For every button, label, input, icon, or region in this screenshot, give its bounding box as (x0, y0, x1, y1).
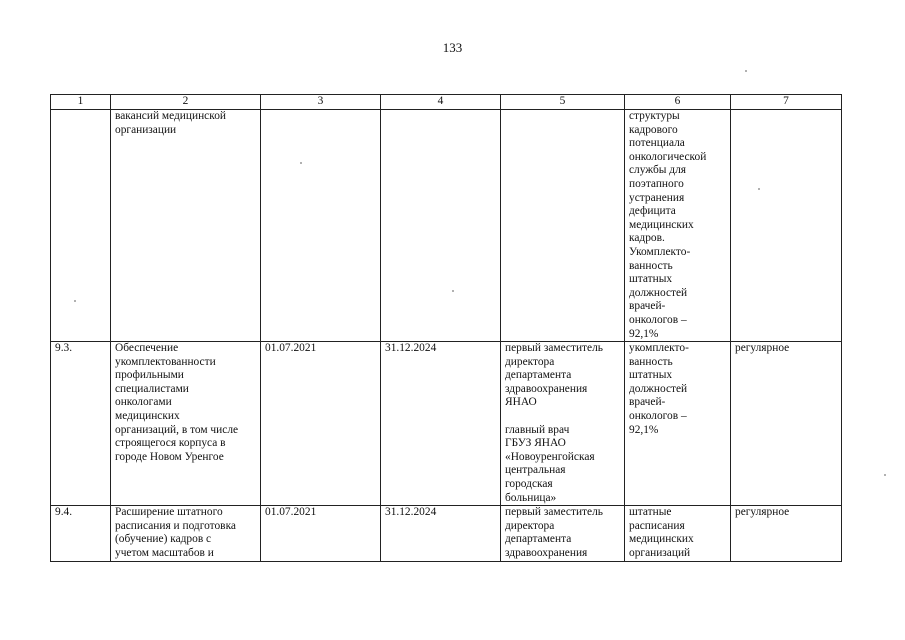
measure-line: организаций, в том числе (115, 423, 239, 436)
responsible-line: здравоохранения (505, 382, 588, 395)
measure-line: (обучение) кадров с (115, 533, 212, 546)
col-header-3: 3 (261, 95, 381, 110)
measure-line: вакансий медицинской (115, 110, 226, 122)
scan-speck (745, 70, 747, 72)
indicator-line: службы для (629, 164, 687, 177)
indicator-cell (625, 342, 731, 506)
indicator-line: ванность (629, 259, 673, 272)
responsible-line: первый заместитель (505, 342, 603, 355)
measure-line: городе Новом Уренгое (115, 450, 224, 463)
indicator-line: кадров. (629, 232, 665, 245)
indicator-line: штатных (629, 369, 673, 382)
indicator-line: онкологов – (629, 313, 687, 326)
indicator-line: врачей- (629, 396, 666, 409)
page-number: 133 (442, 40, 463, 55)
indicator-line: дефицита (629, 205, 676, 218)
measure-cell (111, 110, 261, 342)
indicator-line: поэтапного (629, 177, 684, 190)
measure-cell (111, 506, 261, 561)
responsible-line: директора (505, 355, 555, 368)
indicator-line: потенциала (629, 137, 685, 150)
indicator-line: расписания (629, 519, 685, 532)
col-header-5: 5 (501, 95, 625, 110)
end-date-cell (381, 110, 501, 342)
scan-speck (300, 162, 302, 164)
indicator-line: штатных (629, 273, 673, 286)
indicator-cell (625, 110, 731, 342)
row-number-cell (51, 342, 111, 506)
indicator-line: Укомплекто- (629, 245, 691, 258)
indicator-line: онкологов – (629, 410, 687, 423)
indicator-line: медицинских (629, 533, 694, 546)
row-9-4 (51, 506, 842, 561)
responsible-line: городская (505, 478, 553, 491)
frequency-cell (731, 110, 842, 342)
responsible-cell (501, 110, 625, 342)
header-row (51, 95, 842, 110)
responsible-line: больница» (505, 491, 557, 504)
indicator-cell (625, 506, 731, 561)
row-continued (51, 110, 842, 342)
end-date-cell (381, 342, 501, 506)
scan-speck (74, 300, 76, 302)
measure-line: Обеспечение (115, 342, 179, 355)
indicator-line: должностей (629, 382, 688, 395)
responsible-line: директора (505, 519, 555, 532)
measure-cell (111, 342, 261, 506)
frequency-text: регулярное (735, 342, 790, 355)
measure-line: медицинских (115, 410, 180, 423)
start-date-cell (261, 110, 381, 342)
indicator-line: структуры (629, 110, 680, 122)
scan-speck (758, 188, 760, 190)
indicator-line: должностей (629, 286, 688, 299)
measure-line: строящегося корпуса в (115, 437, 226, 450)
end-date-text: 31.12.2024 (385, 506, 437, 519)
responsible-line: ЯНАО (505, 396, 537, 409)
row-9-3 (51, 342, 842, 506)
indicator-line: 92,1% (629, 423, 659, 436)
responsible-line: ГБУЗ ЯНАО (505, 437, 566, 450)
end-date-text: 31.12.2024 (385, 342, 437, 355)
responsible-line: центральная (505, 464, 566, 477)
scan-speck (452, 290, 454, 292)
indicator-line: кадрового (629, 123, 678, 136)
measure-line: Расширение штатного (115, 506, 223, 519)
indicator-line: организаций (629, 547, 691, 559)
scan-speck (884, 474, 886, 476)
measure-line: профильными (115, 369, 184, 382)
indicator-line: медицинских (629, 218, 694, 231)
start-date-text: 01.07.2021 (265, 342, 317, 355)
frequency-text: регулярное (735, 506, 790, 519)
row-number-cell (51, 506, 111, 561)
col-header-7: 7 (731, 95, 842, 110)
measure-line: организации (115, 123, 177, 136)
indicator-line: укомплекто- (629, 342, 689, 355)
start-date-cell (261, 506, 381, 561)
end-date-cell (381, 506, 501, 561)
indicator-line: штатные (629, 506, 672, 519)
frequency-cell (731, 506, 842, 561)
row-number-text: 9.3. (55, 342, 73, 355)
responsible-line: «Новоуренгойская (505, 450, 595, 463)
col-header-2: 2 (111, 95, 261, 110)
row-number-cell (51, 110, 111, 342)
indicator-line: врачей- (629, 300, 666, 313)
col-header-6: 6 (625, 95, 731, 110)
measure-line: онкологами (115, 396, 172, 409)
indicator-line: ванность (629, 355, 673, 368)
plan-table (50, 94, 842, 562)
responsible-cell (501, 342, 625, 506)
start-date-cell (261, 342, 381, 506)
indicator-line: 92,1% (629, 327, 659, 340)
responsible-line (505, 410, 620, 424)
frequency-cell (731, 342, 842, 506)
measure-line: специалистами (115, 382, 189, 395)
col-header-1: 1 (51, 95, 111, 110)
responsible-line: первый заместитель (505, 506, 603, 519)
responsible-line: департамента (505, 369, 572, 382)
responsible-line: здравоохранения (505, 547, 588, 559)
responsible-line: департамента (505, 533, 572, 546)
indicator-line: онкологической (629, 150, 707, 163)
row-number-text: 9.4. (55, 506, 73, 519)
responsible-line: главный врач (505, 423, 570, 436)
col-header-4: 4 (381, 95, 501, 110)
responsible-cell (501, 506, 625, 561)
measure-line: укомплектованности (115, 355, 216, 368)
start-date-text: 01.07.2021 (265, 506, 317, 519)
measure-line: учетом масштабов и (115, 547, 214, 559)
indicator-line: устранения (629, 191, 685, 204)
measure-line: расписания и подготовка (115, 519, 236, 532)
